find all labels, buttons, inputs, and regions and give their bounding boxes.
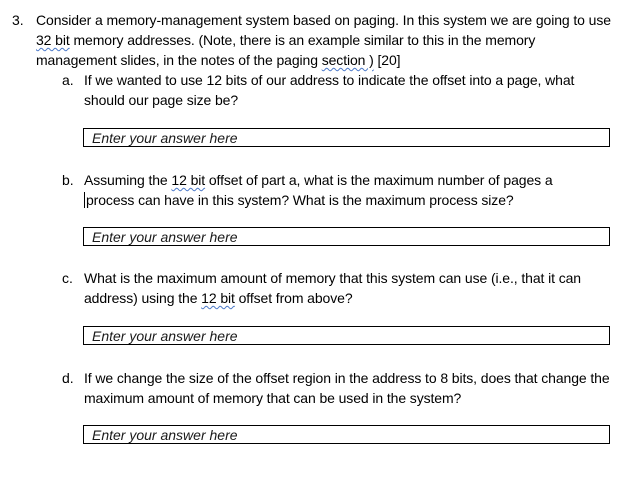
question-intro <box>36 10 616 70</box>
part-b-question-part-2: offset of part a, what is the maximum number of pages a <box>205 172 553 188</box>
part-c-question-part-2: offset from above? <box>234 290 353 306</box>
part-b-answer-placeholder: Enter your answer here <box>92 229 238 245</box>
part-c-question <box>84 268 614 308</box>
question-number: 3. <box>12 12 24 28</box>
spellcheck-word-12-bit-b[interactable]: 12 bit <box>171 172 206 188</box>
spellcheck-word-section[interactable]: section ) <box>321 52 374 68</box>
part-b-answer-field[interactable] <box>83 227 610 246</box>
part-c-question-part-1: What is the maximum amount of memory that this system can use (i.e., that it can address) using the <box>84 270 581 306</box>
part-c-answer-field[interactable] <box>83 326 610 345</box>
question-intro-points: [20] <box>373 52 401 68</box>
part-b-question <box>84 170 614 210</box>
part-b-letter: b. <box>62 172 74 188</box>
part-c-letter: c. <box>62 270 73 286</box>
part-b-question-part-1: Assuming the <box>84 172 172 188</box>
spellcheck-word-12-bit-c[interactable]: 12 bit <box>201 290 235 306</box>
part-d-answer-placeholder: Enter your answer here <box>92 427 238 443</box>
text-cursor <box>84 192 85 208</box>
part-c-answer-placeholder: Enter your answer here <box>92 328 238 344</box>
part-d-answer-field[interactable] <box>83 425 610 444</box>
part-a-answer-field[interactable] <box>83 128 610 147</box>
part-b-question-part-3: process can have in this system? What is the maximum process size? <box>86 192 514 208</box>
part-a-letter: a. <box>62 72 74 88</box>
part-d-question: If we change the size of the offset region in the address to 8 bits, does that change the maximum amount of memory that can be used in the system? <box>84 370 610 406</box>
part-a-answer-placeholder: Enter your answer here <box>92 130 238 146</box>
question-intro-part-1: Consider a memory-management system based on paging. In this system we are going to use <box>36 12 611 28</box>
spellcheck-word-32-bit[interactable]: 32 bit <box>36 32 70 48</box>
question-intro-part-2: memory addresses. (Note, there is an example similar to this in the memory management slides, in the notes of the paging <box>36 32 536 68</box>
part-d-letter: d. <box>62 370 74 386</box>
part-a-question: If we wanted to use 12 bits of our address to indicate the offset into a page, what should our page size be? <box>84 72 575 108</box>
